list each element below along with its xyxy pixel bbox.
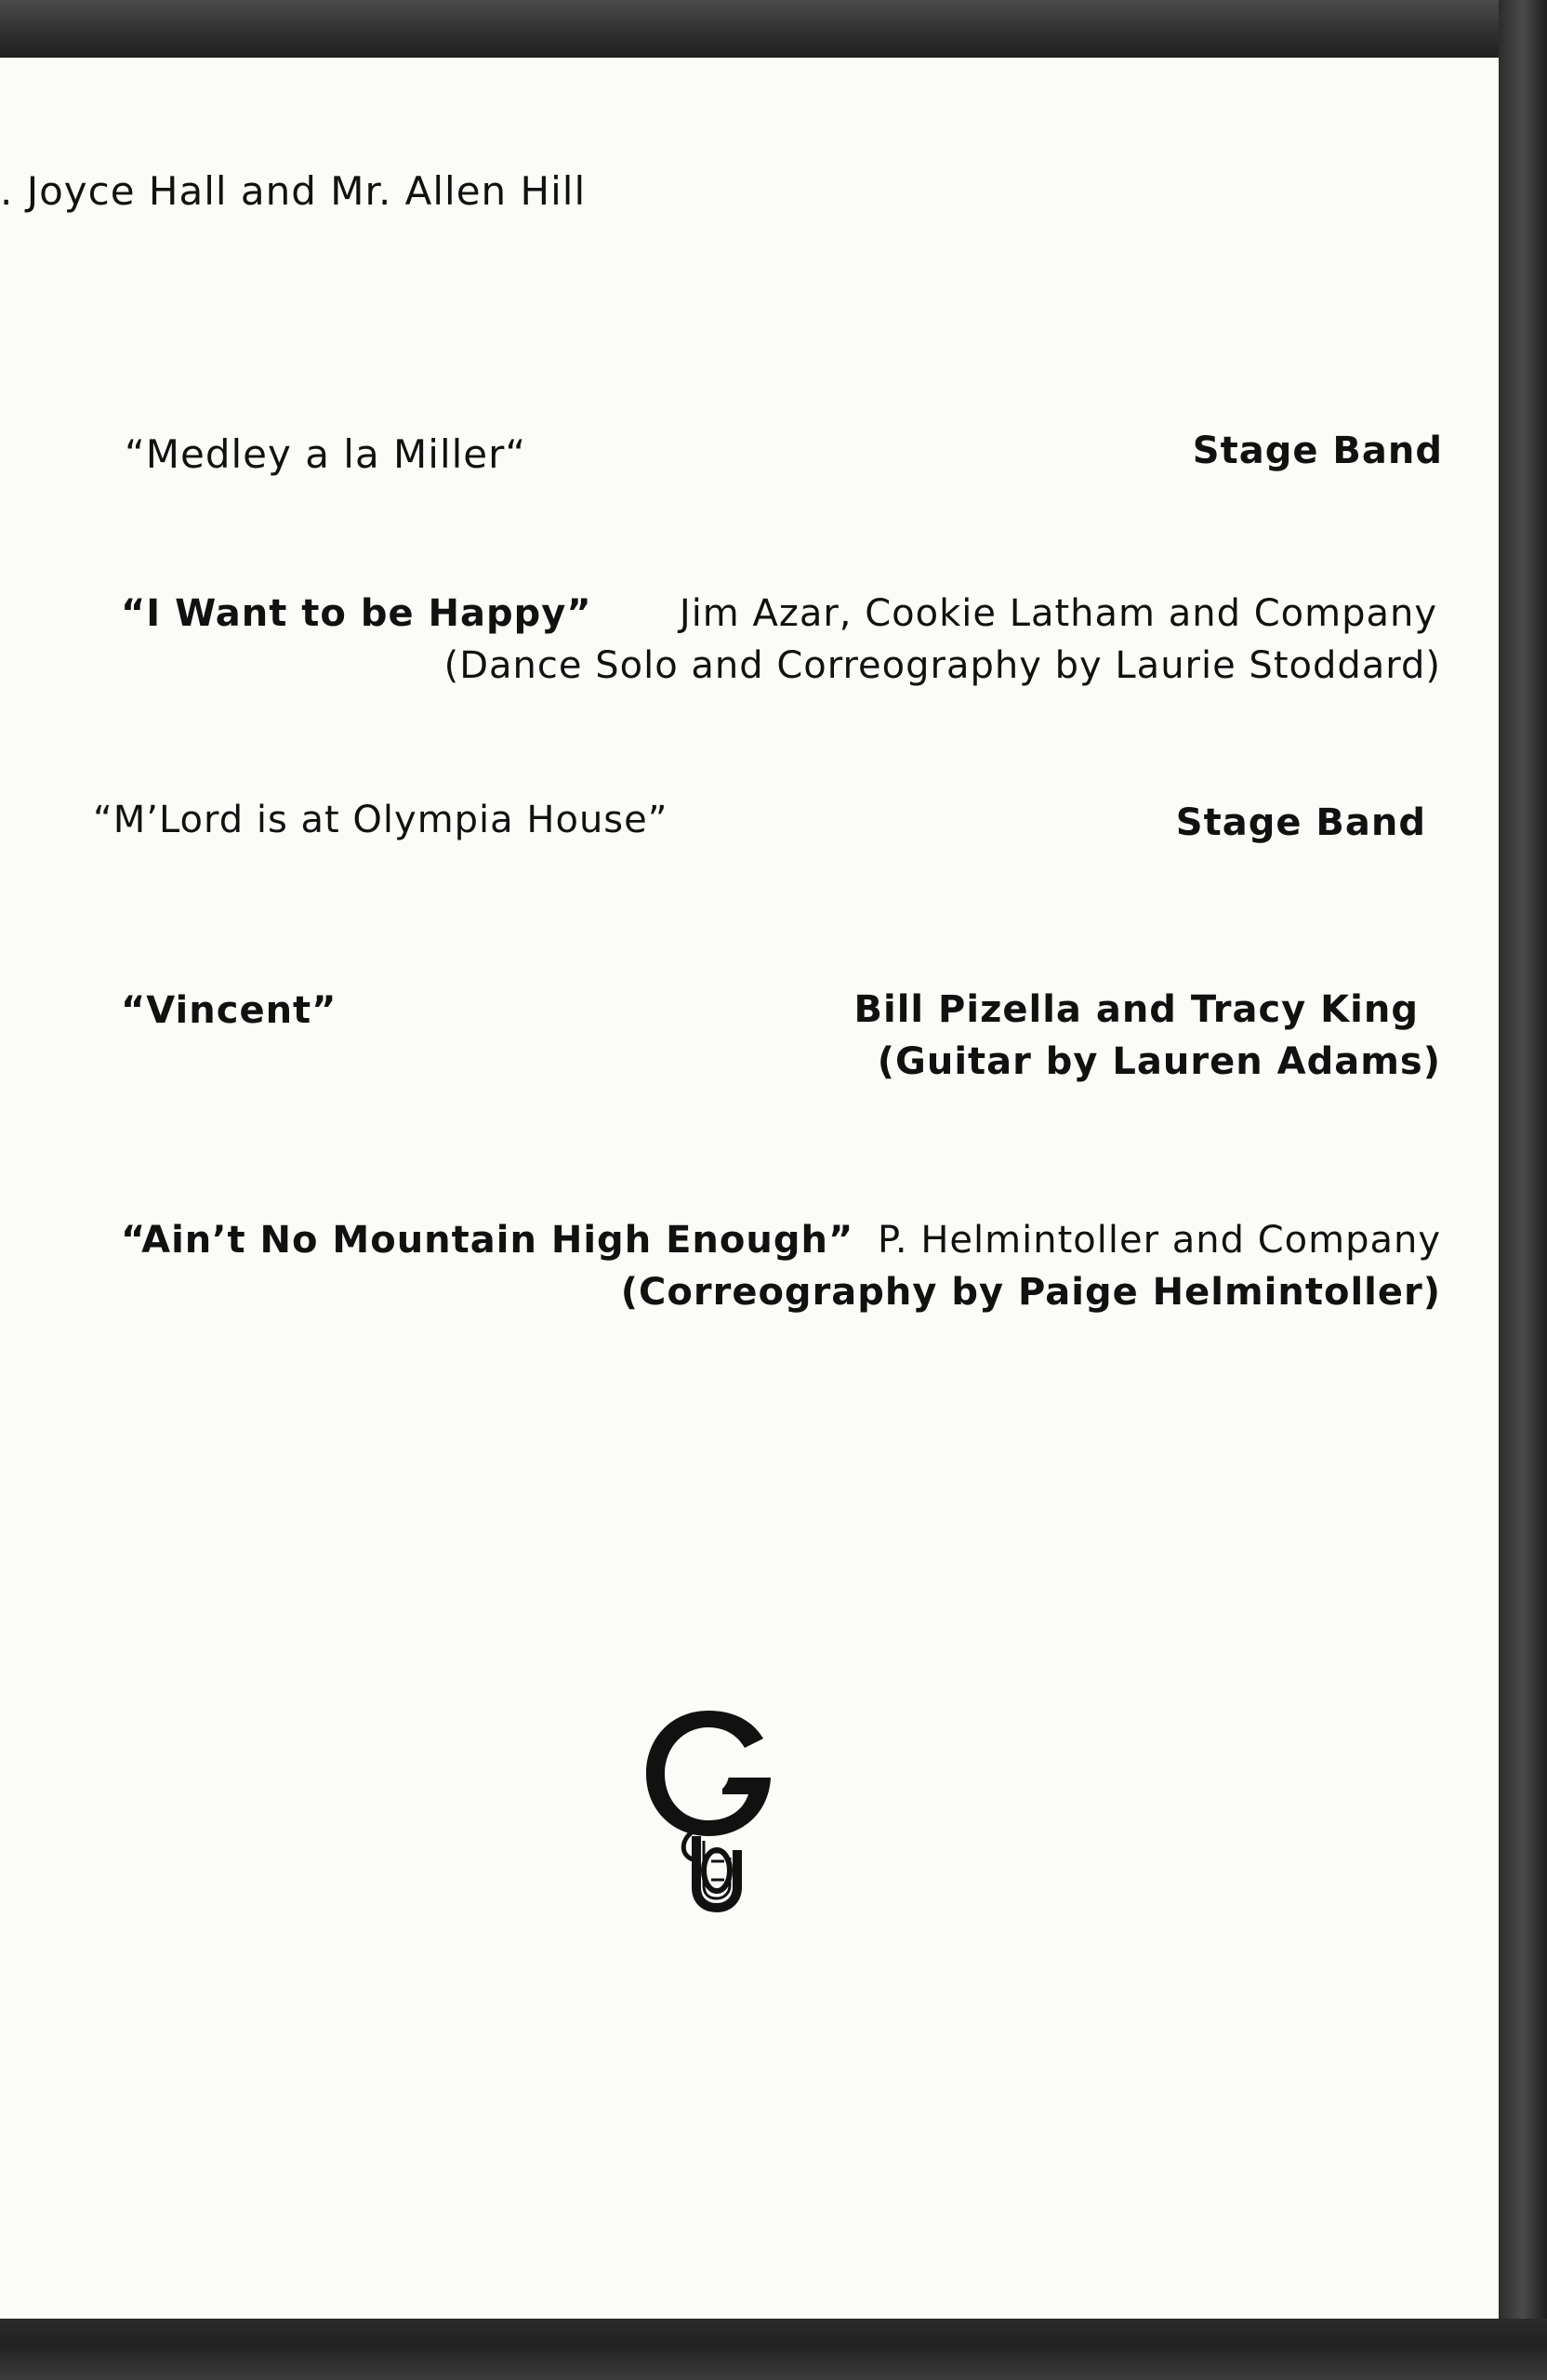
- program-item-performer: P. Helmintoller and Company: [878, 1219, 1441, 1262]
- program-item-performer: Jim Azar, Cookie Latham and Company: [679, 592, 1437, 635]
- program-item-note: (Guitar by Lauren Adams): [877, 1040, 1441, 1083]
- program-item-note: (Dance Solo and Correography by Laurie Stoddard): [443, 644, 1441, 687]
- program-item-title: “Ain’t No Mountain High Enough”: [121, 1219, 854, 1262]
- scan-top-edge: [0, 0, 1547, 58]
- program-item-title: “Vincent”: [121, 989, 337, 1032]
- scan-right-edge: [1499, 0, 1547, 2380]
- g-sousaphone-logo-icon: [639, 1701, 778, 1915]
- program-item-performer: Stage Band: [1175, 801, 1426, 844]
- credit-line: . Joyce Hall and Mr. Allen Hill: [0, 168, 587, 214]
- program-item-title: “Medley a la Miller“: [125, 431, 527, 477]
- scan-bottom-edge: [0, 2319, 1547, 2380]
- program-page: [0, 58, 1499, 2319]
- program-item-title: “M’Lord is at Olympia House”: [93, 799, 668, 841]
- program-item-performer: Bill Pizella and Tracy King: [853, 988, 1419, 1031]
- program-item-title: “I Want to be Happy”: [121, 592, 592, 635]
- program-item-note: (Correography by Paige Helmintoller): [620, 1271, 1441, 1314]
- program-item-performer: Stage Band: [1192, 430, 1443, 472]
